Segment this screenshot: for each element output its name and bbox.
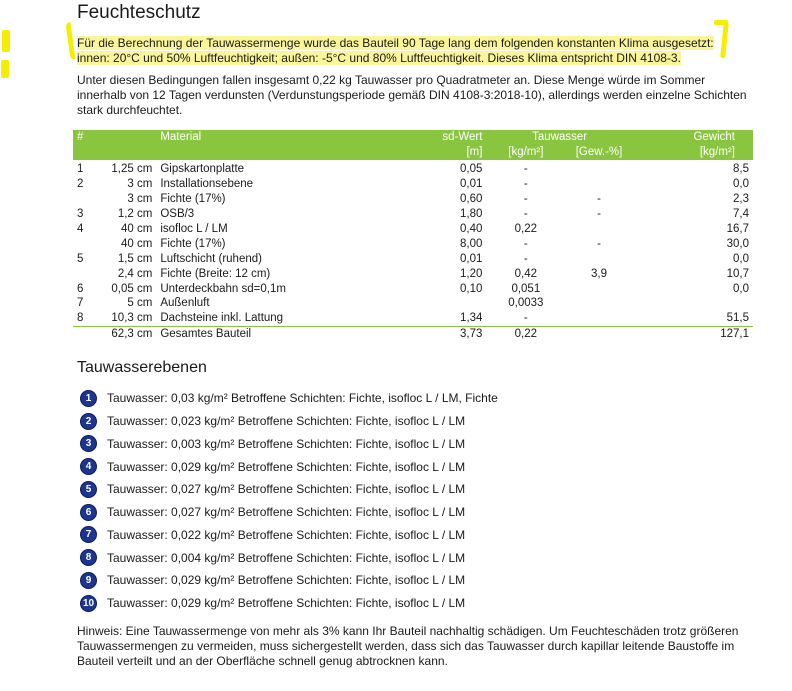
condensation-plane-item	[80, 501, 498, 524]
layer-num	[73, 267, 97, 282]
layer-material: Unterdeckbahn sd=0,1m	[160, 282, 286, 295]
plane-text: Tauwasser: 0,029 kg/m² Betroffene Schichten: Fichte, isofloc L / LM	[107, 596, 466, 611]
layer-row	[73, 252, 753, 267]
condensation-plane-item	[80, 524, 498, 547]
condensation-plane-item	[80, 592, 498, 615]
layer-tauwasser-pct	[565, 311, 633, 326]
header-gw-unit: [kg/m²]	[699, 145, 735, 158]
layer-material: Dachsteine inkl. Lattung	[160, 312, 284, 325]
plane-text: Tauwasser: 0,003 kg/m² Betroffene Schichten: Fichte, isofloc L / LM	[107, 436, 466, 451]
layer-weight: 2,3	[733, 192, 749, 205]
layer-num: 7	[77, 297, 84, 310]
layer-sd: 0,40	[460, 222, 483, 235]
climate-line-2: innen: 20°C und 50% Luftfeuchtigkeit; außen: -5°C und 80% Luftfeuchtigkeit. Dieses Klima entspricht DIN 4108-3.	[77, 51, 681, 65]
climate-line-1: Für die Berechnung der Tauwassermenge wurde das Bauteil 90 Tage lang dem folgenden konstanten Klima ausgesetzt:	[77, 36, 714, 50]
layer-material: Außenluft	[160, 297, 210, 310]
plane-number-badge: 7	[80, 526, 97, 543]
layer-tauwasser-kg: -	[523, 177, 528, 190]
layer-thickness: 40 cm	[121, 237, 153, 250]
header-tw-unit-kg: [kg/m²]	[508, 145, 544, 158]
plane-number-badge: 2	[80, 413, 97, 430]
layer-row	[73, 160, 753, 177]
plane-text: Tauwasser: 0,027 kg/m² Betroffene Schichten: Fichte, isofloc L / LM	[107, 505, 466, 520]
condensation-plane-item	[80, 478, 498, 501]
total-tauwasser-kg: 0,22	[486, 327, 565, 342]
layer-sd: 1,80	[460, 207, 483, 220]
layer-material: Fichte (Breite: 12 cm)	[160, 267, 271, 280]
plane-text: Tauwasser: 0,029 kg/m² Betroffene Schichten: Fichte, isofloc L / LM	[107, 459, 466, 474]
layer-weight: 16,7	[726, 222, 749, 235]
layer-tauwasser-pct	[565, 296, 633, 311]
layer-num: 3	[77, 207, 84, 220]
page-title: Feuchteschutz	[77, 2, 201, 23]
condensation-summary: Unter diesen Bedingungen fallen insgesamt 0,22 kg Tauwasser pro Quadratmeter an. Diese Menge würde im Sommer innerhalb von 12 Tagen verdunsten (Verdunstungsperiode gemäß DIN 4108-3:2018-10), allerdings werden einzelne Schichten stark durchfeuchtet.	[77, 73, 747, 117]
layer-tauwasser-kg: -	[523, 312, 528, 325]
layer-thickness: 1,5 cm	[117, 252, 153, 265]
layer-tauwasser-kg: -	[523, 207, 528, 220]
layer-thickness: 10,3 cm	[111, 312, 153, 325]
plane-number-badge: 1	[80, 390, 97, 407]
layer-weight: 30,0	[726, 237, 749, 250]
plane-number-badge: 9	[80, 572, 97, 589]
layer-row	[73, 192, 753, 207]
layer-material: OSB/3	[160, 207, 195, 220]
layer-row	[73, 296, 753, 311]
layer-sd: 0,05	[460, 162, 483, 175]
total-tauwasser-pct	[565, 327, 633, 342]
layer-row	[73, 237, 753, 252]
plane-text: Tauwasser: 0,029 kg/m² Betroffene Schichten: Fichte, isofloc L / LM	[107, 573, 466, 588]
layer-weight: 0,0	[733, 282, 749, 295]
condensation-plane-list	[80, 387, 498, 615]
layer-tauwasser-kg: 0,22	[514, 222, 538, 235]
layer-thickness: 0,05 cm	[111, 282, 153, 295]
layer-sd: 0,60	[460, 192, 483, 205]
layer-weight: 10,7	[726, 267, 749, 280]
layer-sd: 0,01	[460, 177, 483, 190]
layer-sd: 0,10	[460, 282, 483, 295]
layer-tauwasser-pct	[565, 177, 633, 192]
layer-num: 4	[77, 222, 84, 235]
layer-num: 6	[77, 282, 84, 295]
layer-tauwasser-pct	[565, 160, 633, 177]
highlighter-mark-left-1	[2, 30, 10, 52]
layer-num: 1	[77, 162, 84, 175]
layer-material: Luftschicht (ruhend)	[160, 252, 262, 265]
header-tauwasser: Tauwasser	[532, 131, 588, 143]
total-row	[73, 327, 753, 342]
note-text: Hinweis: Eine Tauwassermenge von mehr als 3% kann Ihr Bauteil nachhaltig schädigen. Um Feuchteschäden trotz größeren Tauwassermengen zu vermeiden, muss sichergestellt werden, dass sich das Tauwasser durch kapillar leitende Baustoffe im Bauteil verteilt und an der Oberfläche schnell genug abtrocknen kann.	[77, 624, 739, 668]
layer-tauwasser-pct: -	[597, 207, 601, 220]
plane-text: Tauwasser: 0,022 kg/m² Betroffene Schichten: Fichte, isofloc L / LM	[107, 527, 466, 542]
layer-row	[73, 177, 753, 192]
layer-sd: 1,34	[460, 312, 483, 325]
layer-tauwasser-kg: -	[523, 162, 528, 175]
header-row-1	[73, 130, 753, 145]
layer-thickness: 5 cm	[127, 297, 153, 310]
plane-text: Tauwasser: 0,03 kg/m² Betroffene Schichten: Fichte, isofloc L / LM, Fichte	[107, 391, 498, 406]
plane-number-badge: 6	[80, 504, 97, 521]
layer-tauwasser-kg: 0,0033	[508, 297, 544, 310]
condensation-plane-item	[80, 455, 498, 478]
layer-weight	[633, 296, 753, 311]
header-thickness-spacer	[97, 130, 157, 145]
layer-material: isofloc L / LM	[160, 222, 228, 235]
layer-sd	[425, 296, 487, 311]
total-sd: 3,73	[425, 327, 487, 342]
layer-num: 5	[77, 252, 84, 265]
layer-table-header	[73, 130, 753, 160]
total-thickness: 62,3 cm	[97, 327, 157, 342]
layer-tauwasser-kg: 0,42	[514, 267, 538, 280]
layer-weight: 0,0	[733, 252, 749, 265]
layer-weight: 0,0	[733, 177, 749, 190]
layer-row	[73, 222, 753, 237]
layer-tauwasser-pct: 3,9	[591, 267, 608, 280]
layer-tauwasser-pct	[565, 222, 633, 237]
layer-sd: 1,20	[460, 267, 483, 280]
layer-thickness: 40 cm	[121, 222, 153, 235]
plane-number-badge: 5	[80, 481, 97, 498]
layer-row	[73, 267, 753, 282]
layer-tauwasser-pct: -	[597, 237, 601, 250]
layer-table-body	[73, 160, 753, 342]
layer-weight: 7,4	[733, 207, 749, 220]
climate-paragraph	[77, 36, 757, 66]
header-row-2	[73, 145, 753, 160]
layer-num	[73, 237, 97, 252]
layer-row	[73, 207, 753, 222]
layer-num	[73, 192, 97, 207]
intro-text	[77, 36, 757, 125]
layer-thickness: 2,4 cm	[117, 267, 153, 280]
layer-row	[73, 311, 753, 326]
header-unit-spacer-3	[156, 145, 425, 160]
layer-row	[73, 282, 753, 297]
layer-thickness: 1,2 cm	[117, 207, 153, 220]
header-material: Material	[160, 131, 202, 143]
header-sd: sd-Wert	[442, 131, 483, 143]
layer-weight: 8,5	[733, 162, 749, 175]
condensation-plane-item	[80, 433, 498, 456]
layer-material: Fichte (17%)	[160, 192, 226, 205]
total-weight: 127,1	[633, 327, 753, 342]
layer-tauwasser-kg: 0,051	[511, 282, 541, 295]
header-num: #	[77, 131, 84, 143]
layer-num: 2	[77, 177, 84, 190]
total-num	[73, 327, 97, 342]
layer-tauwasser-pct	[565, 282, 633, 297]
header-sd-unit: [m]	[466, 145, 483, 158]
layer-thickness: 3 cm	[127, 192, 153, 205]
plane-text: Tauwasser: 0,027 kg/m² Betroffene Schichten: Fichte, isofloc L / LM	[107, 482, 466, 497]
condensation-plane-item	[80, 410, 498, 433]
condensation-plane-item	[80, 569, 498, 592]
layer-table	[73, 130, 753, 342]
layer-tauwasser-kg: -	[523, 237, 528, 250]
layer-material: Installationsebene	[160, 177, 254, 190]
layer-material: Fichte (17%)	[160, 237, 226, 250]
layer-thickness: 1,25 cm	[111, 162, 153, 175]
layer-tauwasser-pct	[565, 252, 633, 267]
plane-number-badge: 10	[80, 595, 97, 612]
header-tw-unit-pct: [Gew.-%]	[575, 145, 623, 158]
section-title-tauwasserebenen: Tauwasserebenen	[77, 359, 207, 376]
plane-text: Tauwasser: 0,023 kg/m² Betroffene Schichten: Fichte, isofloc L / LM	[107, 414, 466, 429]
layer-material: Gipskartonplatte	[160, 162, 245, 175]
highlighter-mark-bracket-left	[65, 22, 75, 60]
layer-tauwasser-kg: -	[523, 192, 528, 205]
header-unit-spacer-1	[73, 145, 97, 160]
layer-tauwasser-pct: -	[597, 192, 601, 205]
plane-text: Tauwasser: 0,004 kg/m² Betroffene Schichten: Fichte, isofloc L / LM	[107, 550, 466, 565]
layer-tauwasser-kg: -	[523, 252, 528, 265]
layer-weight: 51,5	[726, 312, 749, 325]
layer-sd: 0,01	[460, 252, 483, 265]
layer-num: 8	[77, 312, 84, 325]
plane-number-badge: 8	[80, 549, 97, 566]
condensation-plane-item	[80, 546, 498, 569]
header-gewicht: Gewicht	[693, 131, 735, 143]
header-unit-spacer-2	[97, 145, 157, 160]
plane-number-badge: 4	[80, 458, 97, 475]
layer-sd: 8,00	[460, 237, 483, 250]
plane-number-badge: 3	[80, 435, 97, 452]
highlighter-mark-left-2	[1, 60, 9, 78]
layer-thickness: 3 cm	[127, 177, 153, 190]
condensation-plane-item	[80, 387, 498, 410]
total-material: Gesamtes Bauteil	[156, 327, 425, 342]
